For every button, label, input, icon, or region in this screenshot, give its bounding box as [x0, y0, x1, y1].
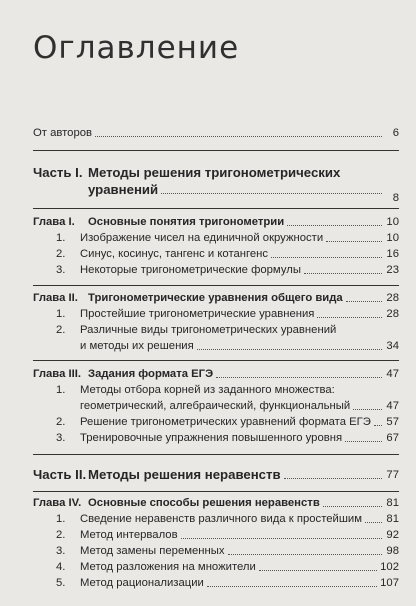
- chapter-title: Задания формата ЕГЭ: [88, 368, 214, 380]
- item-number: 1.: [56, 232, 66, 244]
- toc-item[interactable]: [33, 576, 399, 590]
- page-number: 102: [380, 561, 399, 573]
- leader-dots: [304, 273, 382, 274]
- leader-dots: [216, 377, 382, 378]
- page-number: 6: [392, 127, 399, 139]
- chapter-label: Глава I.: [33, 216, 75, 228]
- chapter-title: Основные понятия тригонометрии: [88, 216, 285, 228]
- item-title: Тренировочные упражнения повышенного уровня: [80, 432, 343, 444]
- part-title: Методы решения неравенств: [88, 467, 281, 482]
- item-title: Изображение чисел на единичной окружности: [80, 232, 324, 244]
- page-number: 28: [386, 292, 399, 304]
- item-number: 4.: [56, 561, 66, 573]
- item-number: 1.: [56, 513, 66, 525]
- item-title: Простейшие тригонометрические уравнения: [80, 308, 315, 320]
- part-title: Методы решения тригонометрических: [88, 165, 341, 180]
- item-title: Решение тригонометрических уравнений формата ЕГЭ: [80, 416, 371, 428]
- page-number: 81: [386, 513, 399, 525]
- toc-item[interactable]: [33, 263, 399, 277]
- toc-item[interactable]: [33, 431, 399, 445]
- section-divider: [33, 208, 399, 209]
- item-title: Метод замены переменных: [80, 545, 225, 557]
- leader-dots: [207, 586, 377, 587]
- toc-item[interactable]: [33, 307, 399, 321]
- page-number: 16: [386, 248, 399, 260]
- item-number: 5.: [56, 577, 66, 589]
- leader-dots: [181, 538, 382, 539]
- item-title: Методы отбора корней из заданного множества:: [80, 384, 335, 396]
- toc-chapter-2[interactable]: [33, 291, 399, 305]
- leader-dots: [95, 136, 382, 137]
- section-divider: [33, 360, 399, 361]
- part-label: Часть II.: [33, 467, 87, 482]
- page-number: 67: [386, 432, 399, 444]
- chapter-label: Глава II.: [33, 292, 78, 304]
- item-number: 3.: [56, 545, 66, 557]
- leader-dots: [259, 570, 377, 571]
- leader-dots: [345, 441, 382, 442]
- section-divider: [33, 454, 399, 455]
- leader-dots: [271, 257, 382, 258]
- item-title: Метод рационализации: [80, 577, 204, 589]
- page-number: 8: [392, 192, 399, 204]
- toc-item[interactable]: [33, 528, 399, 542]
- page-number: 81: [386, 497, 399, 509]
- leader-dots: [284, 478, 382, 479]
- section-divider: [33, 491, 399, 492]
- leader-dots: [326, 241, 382, 242]
- toc-chapter-4[interactable]: [33, 496, 399, 510]
- page-number: 57: [386, 416, 399, 428]
- item-number: 2.: [56, 416, 66, 428]
- item-title: Сведение неравенств различного вида к простейшим: [80, 513, 362, 525]
- page-number: 28: [386, 308, 399, 320]
- leader-dots: [161, 193, 382, 194]
- page-number: 77: [386, 469, 399, 481]
- page-number: 98: [386, 545, 399, 557]
- page-number: 10: [386, 232, 399, 244]
- entry-label: От авторов: [33, 127, 93, 139]
- page-number: 10: [386, 216, 399, 228]
- item-title: Метод интервалов: [80, 529, 178, 541]
- item-number: 3.: [56, 432, 66, 444]
- section-divider: [33, 285, 399, 286]
- item-title-cont: геометрический, алгебраический, функциональный: [80, 400, 351, 412]
- page-number: 34: [386, 340, 399, 352]
- part-label: Часть I.: [33, 165, 83, 180]
- toc-item[interactable]: [33, 560, 399, 574]
- leader-dots: [374, 425, 382, 426]
- toc-item[interactable]: [33, 247, 399, 261]
- toc-chapter-3[interactable]: [33, 367, 399, 381]
- page-number: 47: [386, 400, 399, 412]
- item-title-cont: и методы их решения: [80, 340, 194, 352]
- leader-dots: [353, 409, 382, 410]
- leader-dots: [228, 554, 382, 555]
- section-divider: [33, 150, 399, 151]
- item-number: 2.: [56, 248, 66, 260]
- chapter-label: Глава III.: [33, 368, 82, 380]
- page-title: Оглавление: [33, 30, 240, 66]
- toc-item[interactable]: [33, 512, 399, 526]
- chapter-label: Глава IV.: [33, 497, 82, 509]
- item-title: Метод разложения на множители: [80, 561, 256, 573]
- part-title-cont: уравнений: [88, 182, 159, 197]
- page-number: 107: [380, 577, 399, 589]
- leader-dots: [346, 301, 382, 302]
- leader-dots: [323, 506, 382, 507]
- toc-item-cont[interactable]: [33, 399, 399, 413]
- toc-part-2[interactable]: [33, 468, 399, 482]
- toc-item[interactable]: [33, 231, 399, 245]
- toc-part-1[interactable]: [33, 166, 399, 180]
- item-number: 3.: [56, 264, 66, 276]
- toc-item[interactable]: [33, 323, 399, 337]
- toc-entry-intro[interactable]: [33, 126, 399, 140]
- chapter-title: Основные способы решения неравенств: [88, 497, 320, 509]
- item-title: Различные виды тригонометрических уравнений: [80, 324, 337, 336]
- item-title: Некоторые тригонометрические формулы: [80, 264, 301, 276]
- item-number: 1.: [56, 308, 66, 320]
- item-number: 1.: [56, 384, 66, 396]
- toc-item[interactable]: [33, 383, 399, 397]
- leader-dots: [317, 317, 382, 318]
- toc-part-1-line2[interactable]: [33, 182, 399, 204]
- leader-dots: [287, 225, 382, 226]
- leader-dots: [365, 522, 382, 523]
- toc-item[interactable]: [33, 544, 399, 558]
- toc-chapter-1[interactable]: [33, 215, 399, 229]
- item-number: 2.: [56, 529, 66, 541]
- leader-dots: [197, 349, 382, 350]
- chapter-title: Тригонометрические уравнения общего вида: [88, 292, 343, 304]
- toc-item-cont[interactable]: [33, 339, 399, 353]
- item-number: 2.: [56, 324, 66, 336]
- page-number: 23: [386, 264, 399, 276]
- toc-item[interactable]: [33, 415, 399, 429]
- page-number: 92: [386, 529, 399, 541]
- item-title: Синус, косинус, тангенс и котангенс: [80, 248, 269, 260]
- page-number: 47: [386, 368, 399, 380]
